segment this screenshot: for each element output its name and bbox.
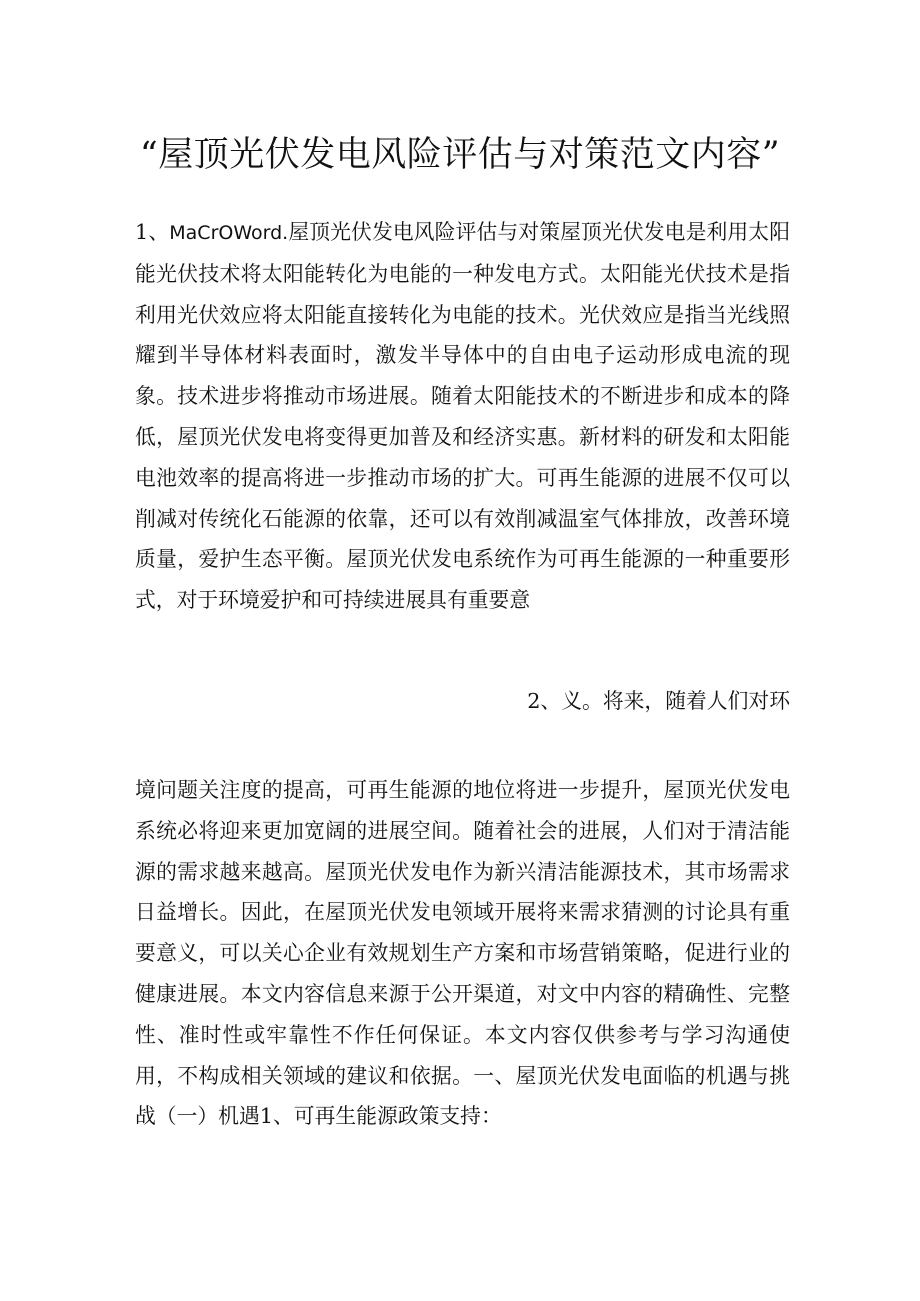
document-title: “屋顶光伏发电风险评估与对策范文内容”	[139, 135, 781, 175]
paragraph-1-text: 屋顶光伏发电风险评估与对策屋顶光伏发电是利用太阳能光伏技术将太阳能转化为电能的一种发电方式。太阳能光伏技术是指利用光伏效应将太阳能直接转化为电能的技术。光伏效应是指当光线照耀到半导体材料表面时，激发半导体中的自由电子运动形成电流的现象。技术进步将推动市场进展。随着太阳能技术的不断进步和成本的降低，屋顶光伏发电将变得更加普及和经济实惠。新材料的研发和太阳能电池效率的提高将进一步推动市场的扩大。可再生能源的进展不仅可以削减对传统化石能源的依靠，还可以有效削减温室气体排放，改善环境质量，爱护生态平衡。屋顶光伏发电系统作为可再生能源的一种重要形式，对于环境爱护和可持续进展具有重要意	[135, 220, 791, 613]
paragraph-1-number: 1、	[135, 220, 170, 244]
paragraph-1-latin-word: MaCrOWord.	[169, 222, 289, 244]
paragraph-1	[135, 212, 790, 621]
paragraph-3: 境问题关注度的提高，可再生能源的地位将进一步提升，屋顶光伏发电系统必将迎来更加宽阔的进展空间。随着社会的进展，人们对于清洁能源的需求越来越高。屋顶光伏发电作为新兴清洁能源技术，其市场需求日益增长。因此，在屋顶光伏发电领域开展将来需求猜测的讨论具有重要意义，可以关心企业有效规划生产方案和市场营销策略，促进行业的健康进展。本文内容信息来源于公开渠道，对文中内容的精确性、完整性、准时性或牢靠性不作任何保证。本文内容仅供参考与学习沟通使用，不构成相关领域的建议和依据。一、屋顶光伏发电面临的机遇与挑战（一）机遇1、可再生能源政策支持：	[135, 778, 790, 1129]
paragraph-2: 2、义。将来，随着人们对环	[527, 689, 790, 713]
